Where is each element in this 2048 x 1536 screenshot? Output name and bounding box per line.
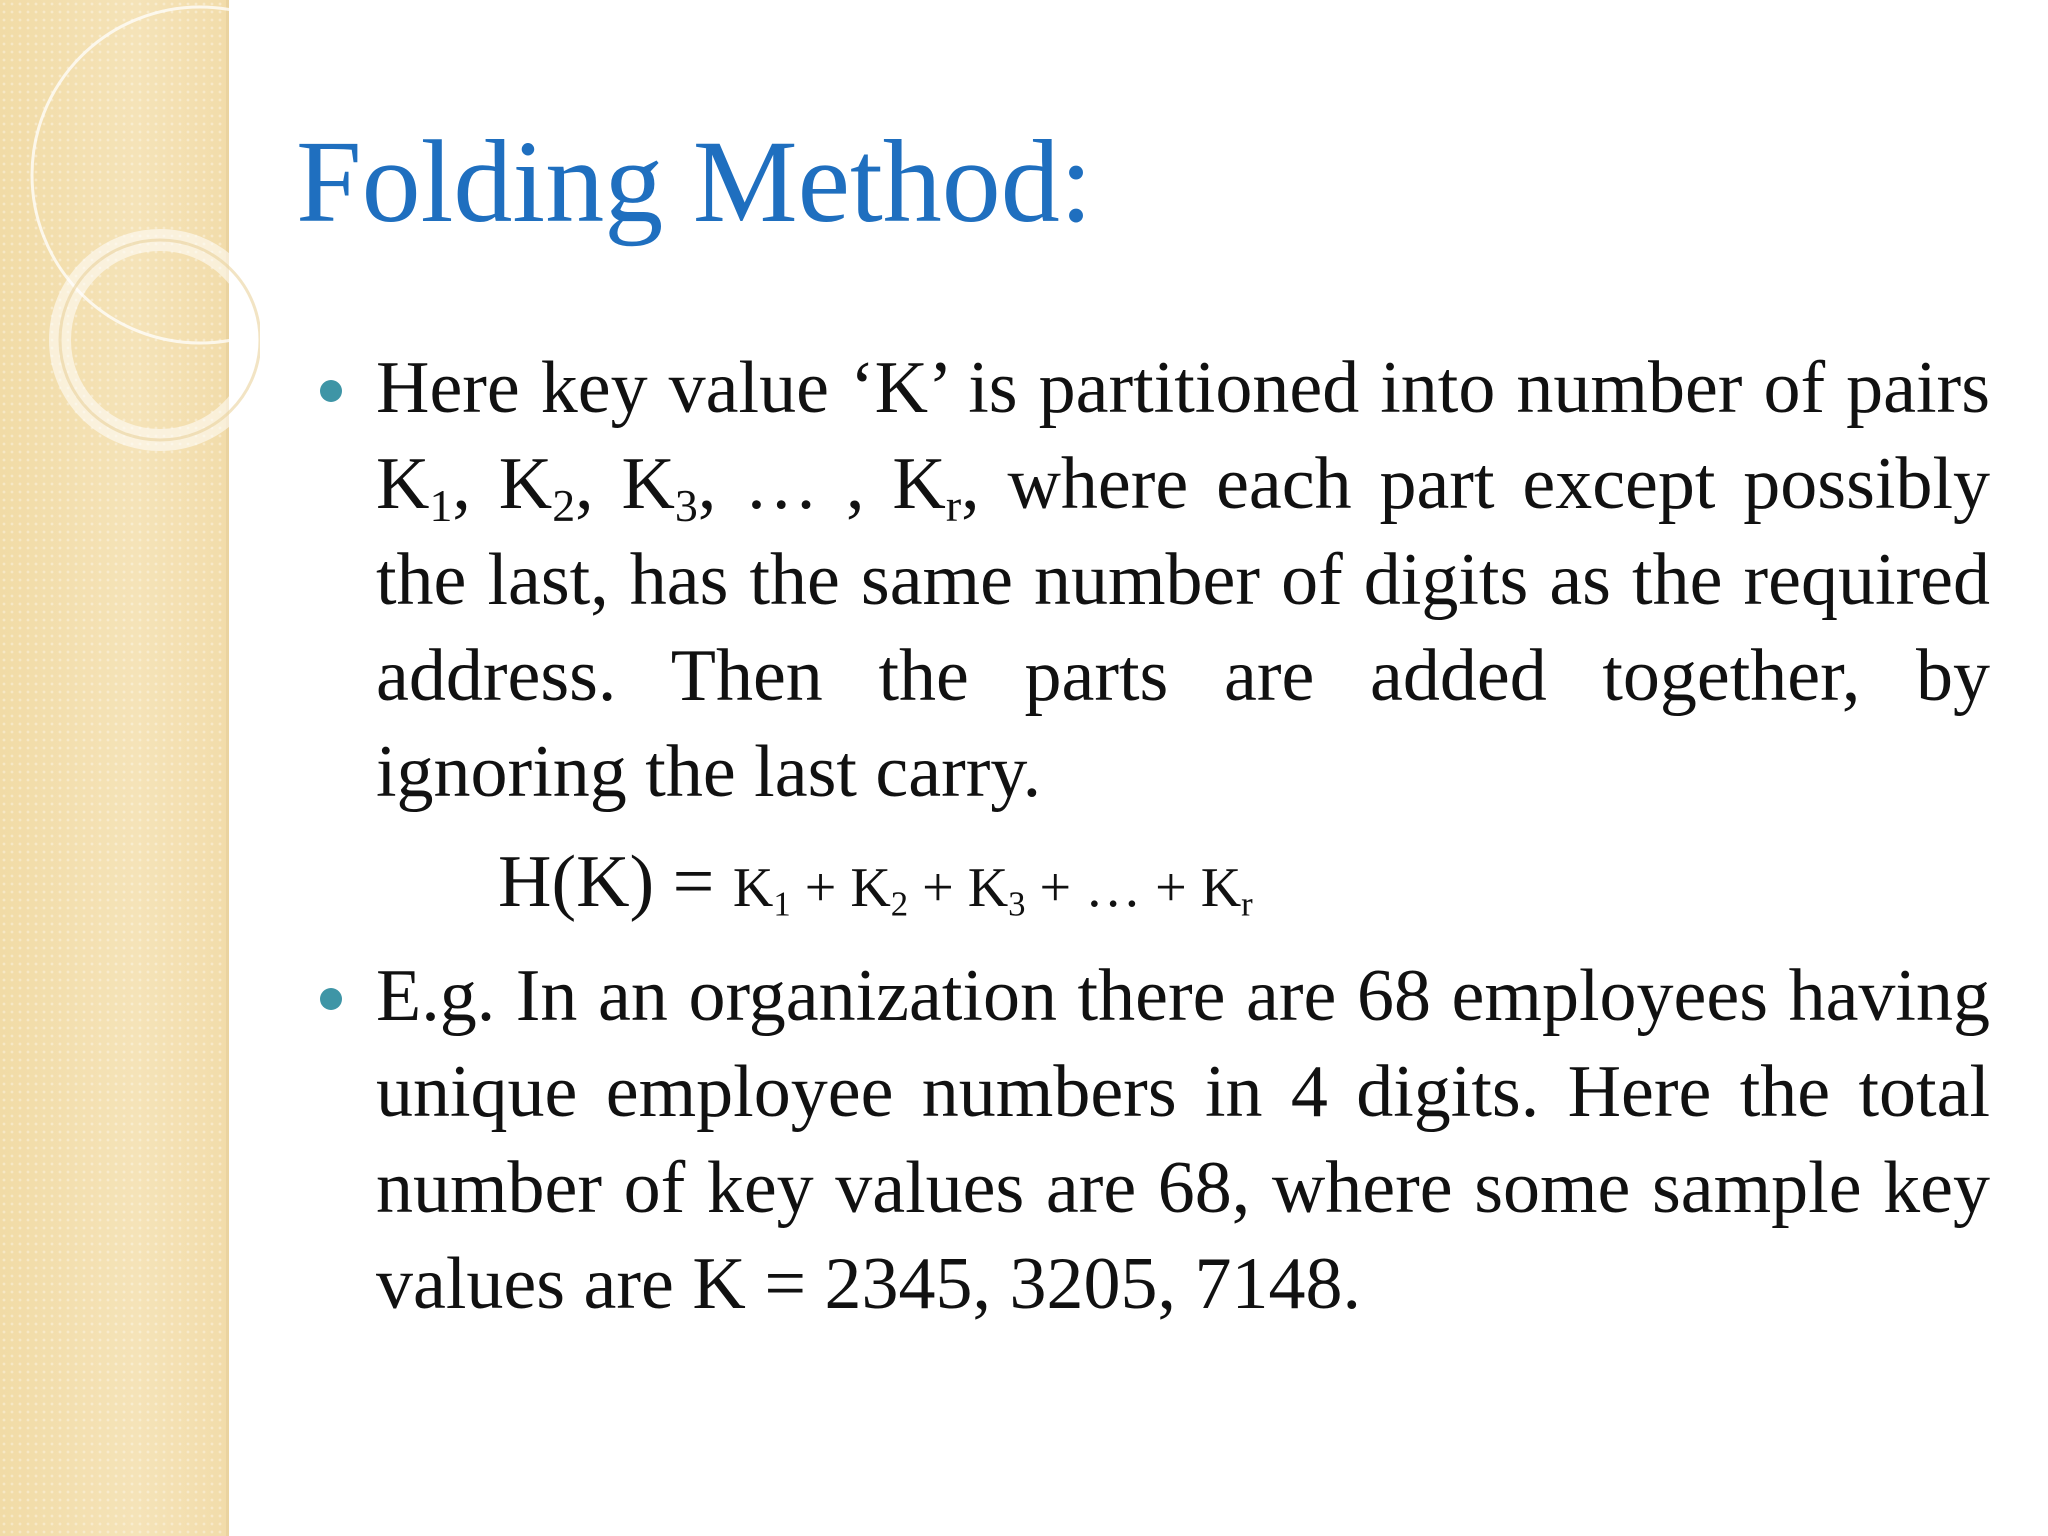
hash-formula [498,830,1990,940]
slide-title: Folding Method: [296,116,1093,247]
separator: , [452,443,499,525]
example-text: E.g. In an organization there are 68 employees having unique employee numbers in 4 digits. Here the total number of key values are 68, where some sample key values are K = 2345, 3205, 7148. [376,955,1990,1325]
definition-text-start: Here key value ‘K’ is partitioned into number of pairs [376,347,1990,429]
separator: , [575,443,622,525]
bullet-dot-icon [320,380,342,402]
key-part-r: $K_r$ [892,443,962,531]
separator: , … , [697,443,893,525]
decorative-rings-icon [0,0,260,520]
key-part-2: $K_2$ [498,443,576,531]
bullet-example [376,948,1990,1332]
key-part-3: $K_3$ [621,443,698,531]
formula-rhs: $K_1 + K_2 + K_3$ + … + $K_r$ [732,857,1253,924]
bullet-dot-icon [320,988,342,1010]
key-part-1: $K_1$ [376,443,453,531]
formula-lhs: H(K) = [498,841,733,923]
bullet-definition [376,340,1990,820]
bullet-list [376,340,1990,1332]
definition-text-end: , where each part except possibly the last, has the same number of digits as the required address. Then the parts are added together, by ignoring the last carry. [376,443,1990,813]
